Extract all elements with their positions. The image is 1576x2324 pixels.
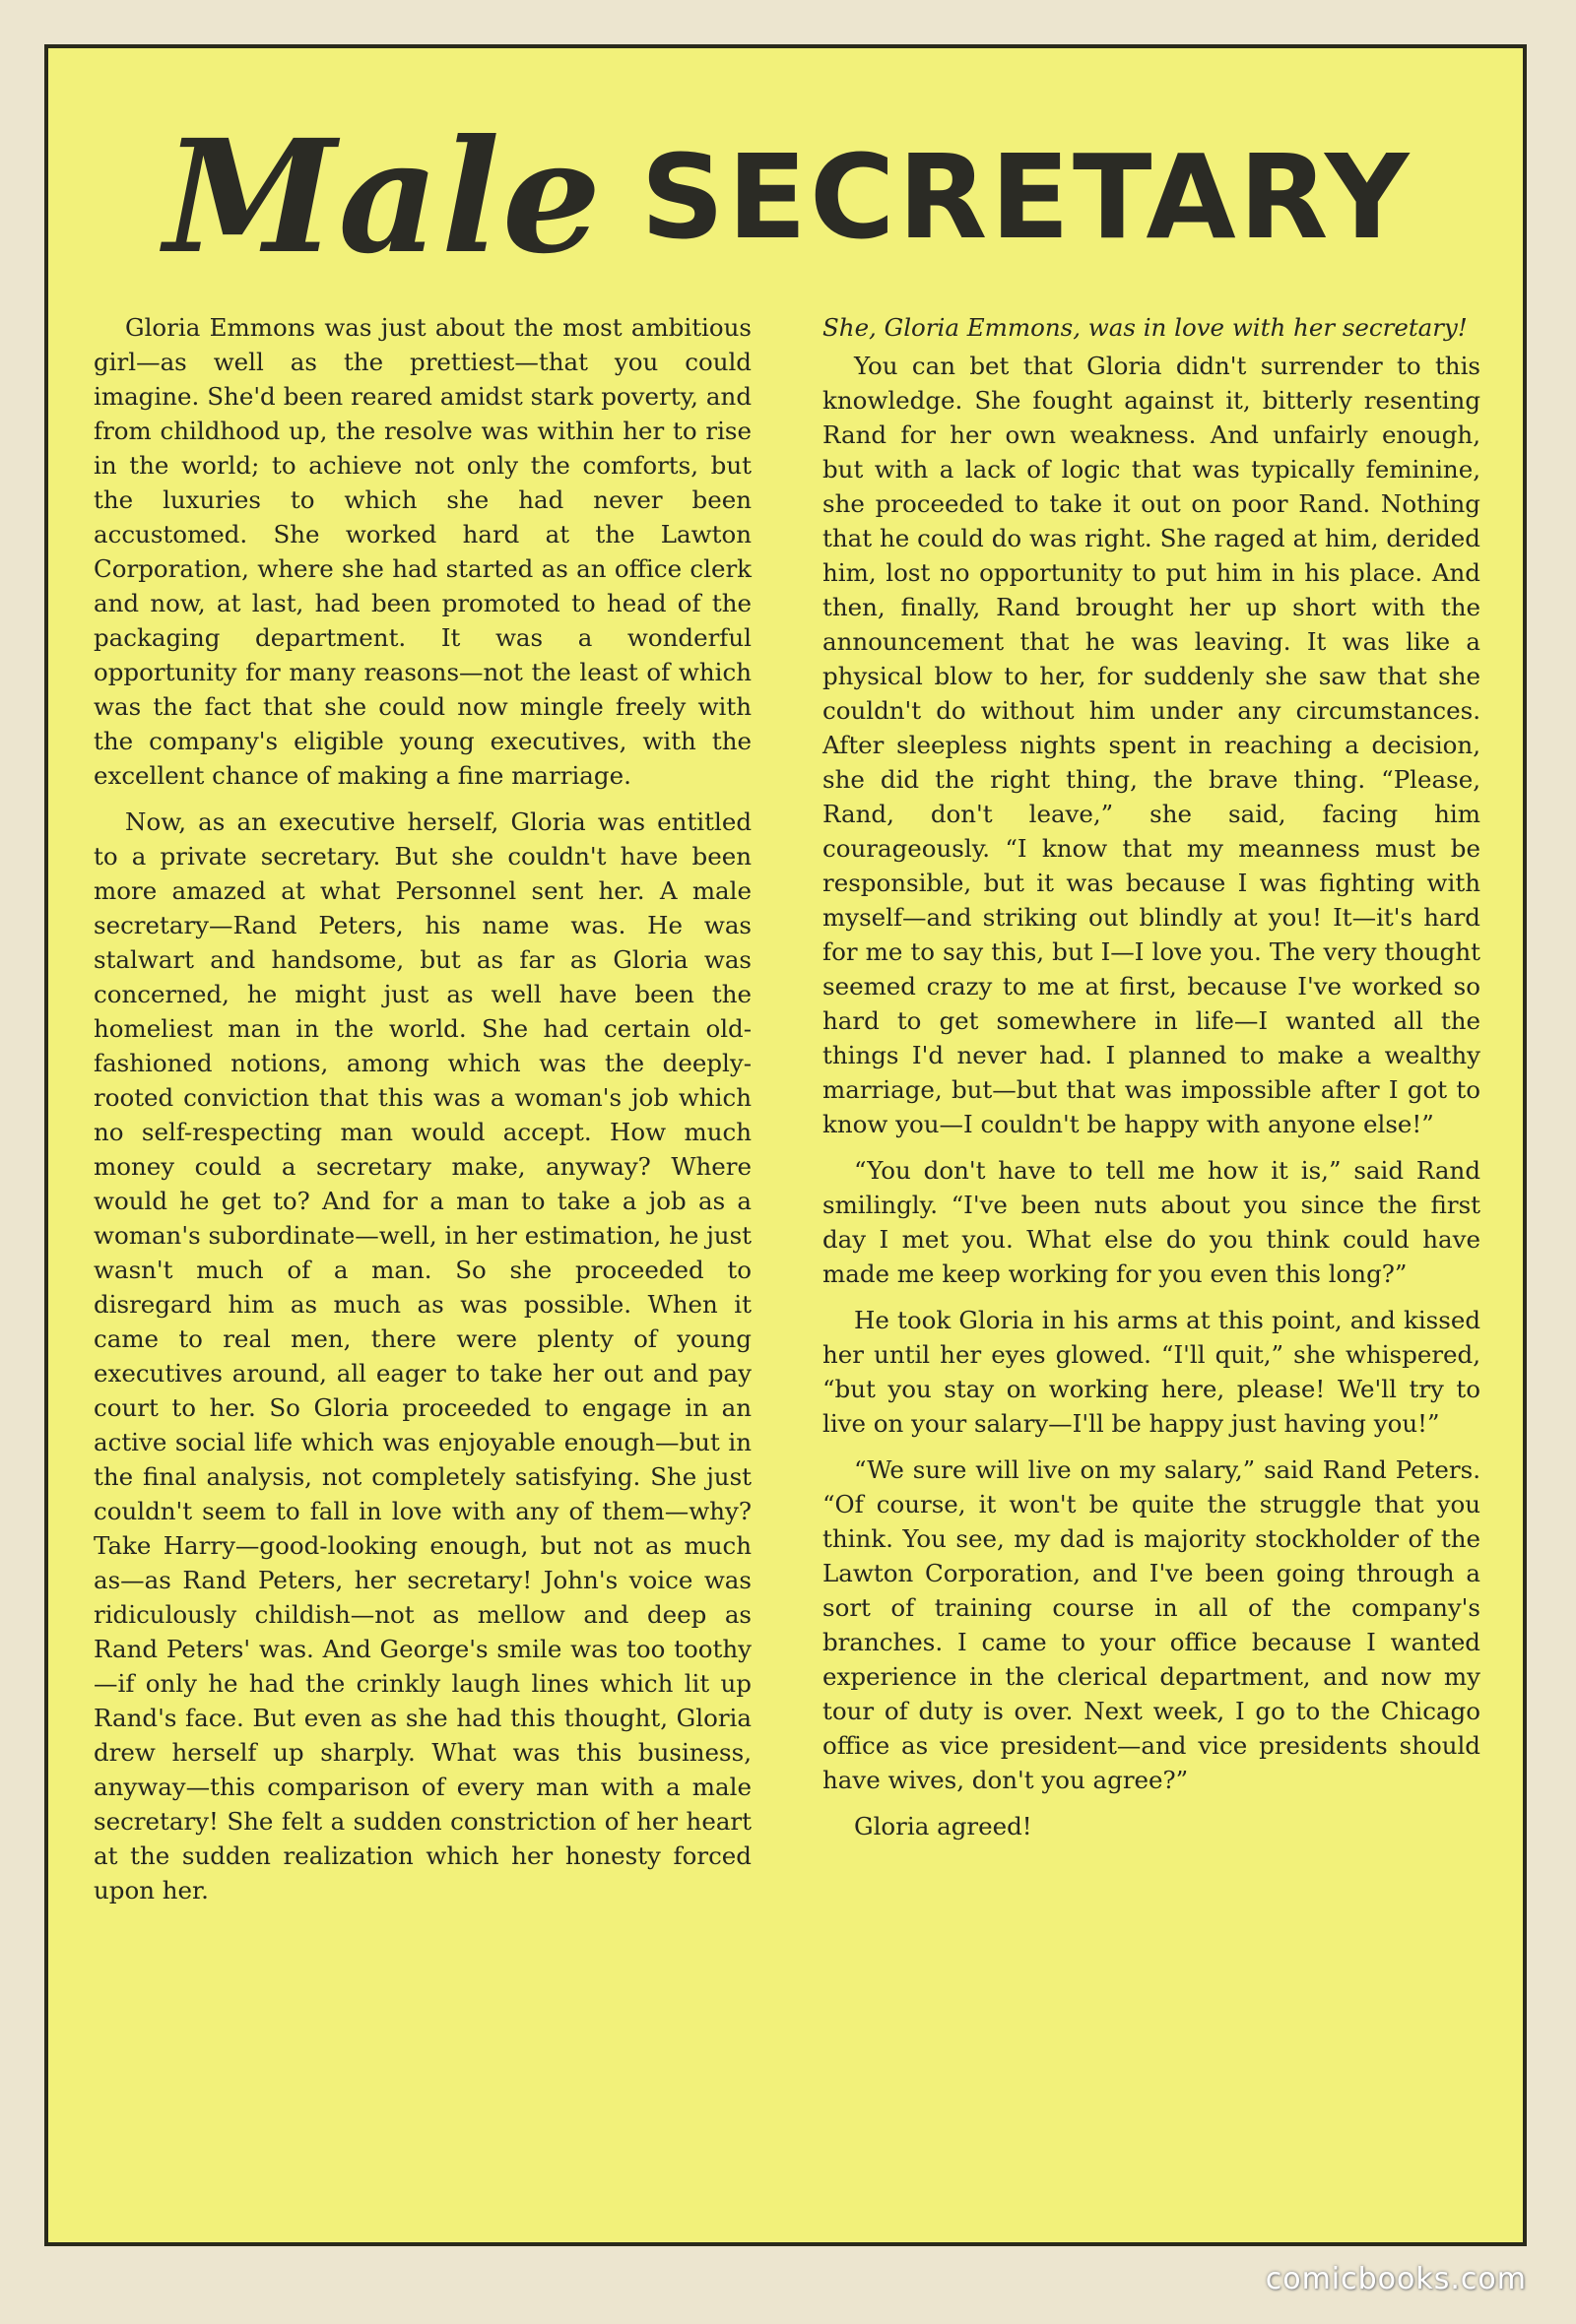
- title-script-word: Male: [164, 105, 604, 289]
- paragraph: “You don't have to tell me how it is,” said Rand smilingly. “I've been nuts about you since the first day I met you. What else do you think could have made me keep working for you even this long?”: [822, 1156, 1480, 1288]
- title-caps-word: SECRETARY: [640, 129, 1412, 265]
- paragraph: You can bet that Gloria didn't surrender to this knowledge. She fought against it, bitterly resenting Rand for her own weakness. And unfairly enough, but with a lack of logic that was typically feminine, she proceeded to take it out on poor Rand. Nothing that he could do was right. She raged at him, derided him, lost no opportunity to put him in his place. And then, finally, Rand brought her up short with the announcement that he was leaving. It was like a physical blow to her, for suddenly she saw that she couldn't do without him under any circumstances. After sleepless nights spent in reaching a decision, she did the right thing, the brave thing. “Please, Rand, don't leave,” she said, facing him courageously. “I know that my meanness must be responsible, but it was because I was fighting with myself—and striking out blindly at you! It—it's hard for me to say this, but I—I love you. The very thought seemed crazy to me at first, because I've worked so hard to get somewhere in life—I wanted all the things I'd never had. I planned to make a wealthy marriage, but—but that was impossible after I got to know you—I couldn't be happy with anyone else!”: [822, 352, 1480, 1138]
- paragraph: “We sure will live on my salary,” said Rand Peters. “Of course, it won't be quite the struggle that you think. You see, my dad is majority stockholder of the Lawton Corporation, and I've been going through a sort of training course in all of the company's branches. I came to your office because I wanted experience in the clerical department, and now my tour of duty is over. Next week, I go to the Chicago office as vice president—and vice presidents should have wives, don't you agree?”: [822, 1455, 1480, 1794]
- right-text-column: [822, 310, 1480, 1855]
- paragraph: Now, as an executive herself, Gloria was entitled to a private secretary. But she couldn't have been more amazed at what Personnel sent her. A male secretary—Rand Peters, his name was. He was stalwart and handsome, but as far as Gloria was concerned, he might just as well have been the homeliest man in the world. She had certain old-fashioned notions, among which was the deeply-rooted conviction that this was a woman's job which no self-respecting man would accept. How much money could a secretary make, anyway? Where would he get to? And for a man to take a job as a woman's subordinate—well, in her estimation, he just wasn't much of a man. So she proceeded to disregard him as much as was possible. When it came to real men, there were plenty of young executives around, all eager to take her out and pay court to her. So Gloria proceeded to engage in an active social life which was enjoyable enough—but in the final analysis, not completely satisfying. She just couldn't seem to fall in love with any of them—why? Take Harry—good-looking enough, but not as much as—as Rand Peters, her secretary! John's voice was ridiculously childish—not as mellow and deep as Rand Peters' was. And George's smile was too toothy—if only he had the crinkly laugh lines which lit up Rand's face. But even as she had this thought, Gloria drew herself up sharply. What was this business, anyway—this comparison of every man with a male secretary! She felt a sudden constriction of her heart at the sudden realization which her honesty forced upon her.: [94, 807, 752, 1904]
- closing-line: Gloria agreed!: [854, 1812, 1032, 1840]
- story-title: [98, 94, 1478, 300]
- paragraph: Gloria Emmons was just about the most ambitious girl—as well as the prettiest—that you could imagine. She'd been reared amidst stark poverty, and from childhood up, the resolve was within her to rise in the world; to achieve not only the comforts, but the luxuries to which she had never been accustomed. She worked hard at the Lawton Corporation, where she had started as an office clerk and now, at last, had been promoted to head of the packaging department. It was a wonderful opportunity for many reasons—not the least of which was the fact that she could now mingle freely with the company's eligible young executives, with the excellent chance of making a fine marriage.: [94, 313, 752, 790]
- lead-italic-line: She, Gloria Emmons, was in love with her secretary!: [822, 313, 1468, 342]
- left-text-column: [94, 310, 752, 1919]
- watermark: comicbooks.com: [1265, 2262, 1527, 2296]
- paragraph: He took Gloria in his arms at this point, and kissed her until her eyes glowed. “I'll quit,” she whispered, “but you stay on working here, please! We'll try to live on your salary—I'll be happy just having you!”: [822, 1306, 1480, 1438]
